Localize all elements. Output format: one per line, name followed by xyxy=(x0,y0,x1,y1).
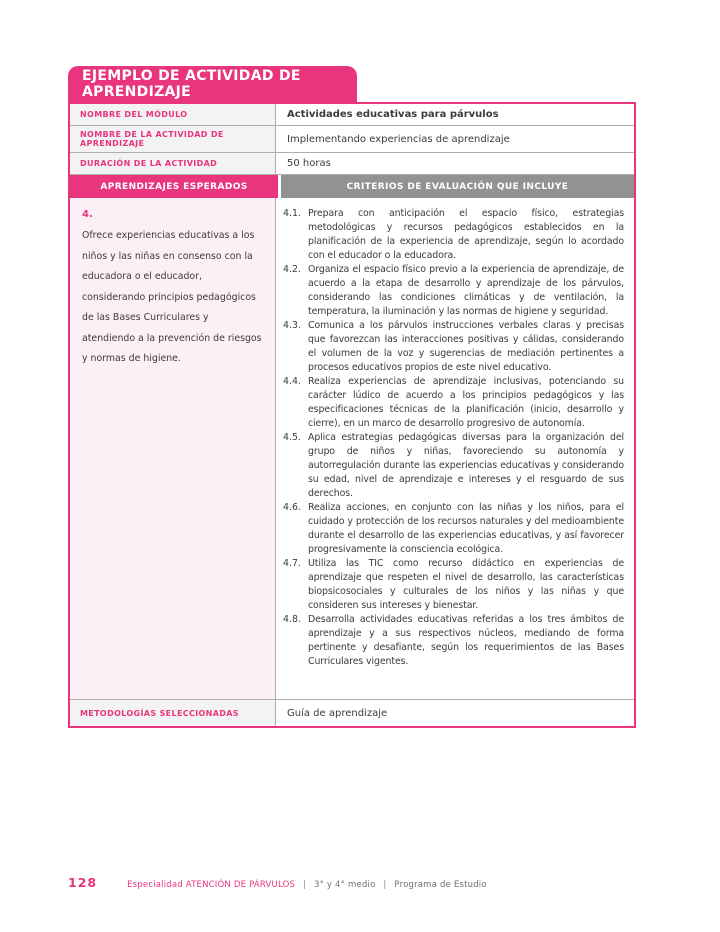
activity-name-label: NOMBRE DE LA ACTIVIDAD DE APRENDIZAJE xyxy=(70,126,276,152)
methodology-value: Guía de aprendizaje xyxy=(287,707,388,719)
methodology-label: METODOLOGÍAS SELECCIONADAS xyxy=(70,700,276,726)
activity-table xyxy=(68,102,636,728)
criterion-number: 4.7. xyxy=(283,558,301,569)
criterion-number: 4.1. xyxy=(283,208,301,219)
criterion-item xyxy=(283,557,624,613)
duration-value: 50 horas xyxy=(287,158,331,169)
module-name-label: NOMBRE DEL MÓDULO xyxy=(70,104,276,125)
criterion-number: 4.2. xyxy=(283,264,301,275)
footer-program: Programa de Estudio xyxy=(394,880,487,890)
footer-separator: | xyxy=(383,880,387,890)
section-title-tab xyxy=(68,66,357,102)
expected-learning-cell xyxy=(70,198,276,699)
page-footer xyxy=(68,875,487,890)
criterion-item xyxy=(283,207,624,263)
criterion-text: Organiza el espacio físico previo a la experiencia de aprendizaje, de acuerdo a la etapa de desarrollo y aprendizaje de los párvulos, considerando las condiciones climáticas y de ventilación, la temperatura, la iluminación y las normas de higiene y seguridad. xyxy=(308,264,624,317)
criterion-item xyxy=(283,613,624,669)
duration-label: DURACIÓN DE LA ACTIVIDAD xyxy=(70,153,276,174)
criterion-number: 4.8. xyxy=(283,614,301,625)
criterion-text: Desarrolla actividades educativas referidas a los tres ámbitos de aprendizaje y a sus respectivos núcleos, mediando de forma pertinente y desafiante, según los requerimientos de las Bases Curriculares vigentes. xyxy=(308,614,624,667)
footer-separator: | xyxy=(302,880,307,890)
criterion-number: 4.3. xyxy=(283,320,301,331)
footer-grade: 3° y 4° medio xyxy=(313,880,376,890)
table-row xyxy=(70,126,634,153)
criterion-text: Prepara con anticipación el espacio físico, estrategias metodológicas y recursos pedagógicos establecidos en la planificación de la experiencia de aprendizaje, según lo acordado con el educador o la educadora. xyxy=(308,208,624,261)
footer-meta xyxy=(127,880,487,890)
page-number: 128 xyxy=(68,875,98,890)
criteria-list xyxy=(276,198,634,699)
criterion-item xyxy=(283,375,624,431)
activity-name-value: Implementando experiencias de aprendizaje xyxy=(287,133,510,145)
criterion-text: Realiza acciones, en conjunto con las niñas y los niños, para el cuidado y protección de los recursos naturales y del medioambiente durante el desarrollo de las experiencias educativas, y así favorecer progresivamente la consciencia ecológica. xyxy=(308,502,624,555)
table-row xyxy=(70,104,634,126)
criterion-text: Utiliza las TIC como recurso didáctico en experiencias de aprendizaje que respeten el nivel de desarrollo, las características biopsicosociales y culturales de los niños y las niñas y que consideren sus intereses y bienestar. xyxy=(308,558,624,611)
table-body-row xyxy=(70,198,634,700)
criterion-text: Realiza experiencias de aprendizaje inclusivas, potenciando su carácter lúdico de acuerdo a los principios pedagógicos y las especificaciones técnicas de la planificación (inicio, desarrollo y cierre), en un marco de desarrollo progresivo de autonomía. xyxy=(308,376,624,429)
table-row xyxy=(70,153,634,175)
footer-specialty: Especialidad ATENCIÓN DE PÁRVULOS xyxy=(127,880,296,890)
section-title: EJEMPLO DE ACTIVIDAD DE APRENDIZAJE xyxy=(82,68,301,100)
criterion-item xyxy=(283,431,624,501)
column-headers-row xyxy=(70,175,634,198)
criterion-number: 4.5. xyxy=(283,432,301,443)
criterion-number: 4.4. xyxy=(283,376,301,387)
expected-learning-header: APRENDIZAJES ESPERADOS xyxy=(70,175,278,198)
criterion-number: 4.6. xyxy=(283,502,301,513)
criterion-text: Comunica a los párvulos instrucciones verbales claras y precisas que favorezcan las interacciones positivas y cálidas, considerando el volumen de la voz y sugerencias de mediación pertinentes a procesos educativos propios de este nivel educativo. xyxy=(308,320,624,373)
expected-learning-number: 4. xyxy=(82,209,93,220)
module-name-value: Actividades educativas para párvulos xyxy=(287,109,499,120)
criterion-item xyxy=(283,263,624,319)
evaluation-criteria-header: CRITERIOS DE EVALUACIÓN QUE INCLUYE xyxy=(281,175,634,198)
expected-learning-text: Ofrece experiencias educativas a los niños y las niñas en consenso con la educadora o el educador, considerando principios pedagógicos de las Bases Curriculares y atendiendo a la prevención de riesgos y normas de higiene. xyxy=(82,230,262,364)
criterion-text: Aplica estrategias pedagógicas diversas para la organización del grupo de niños y niñas, favoreciendo su autonomía y autorregulación durante las experiencias educativas y considerando su edad, nivel de aprendizaje e intereses y el resguardo de sus derechos. xyxy=(308,432,624,499)
criterion-item xyxy=(283,319,624,375)
criterion-item xyxy=(283,501,624,557)
methodology-row xyxy=(70,700,634,726)
